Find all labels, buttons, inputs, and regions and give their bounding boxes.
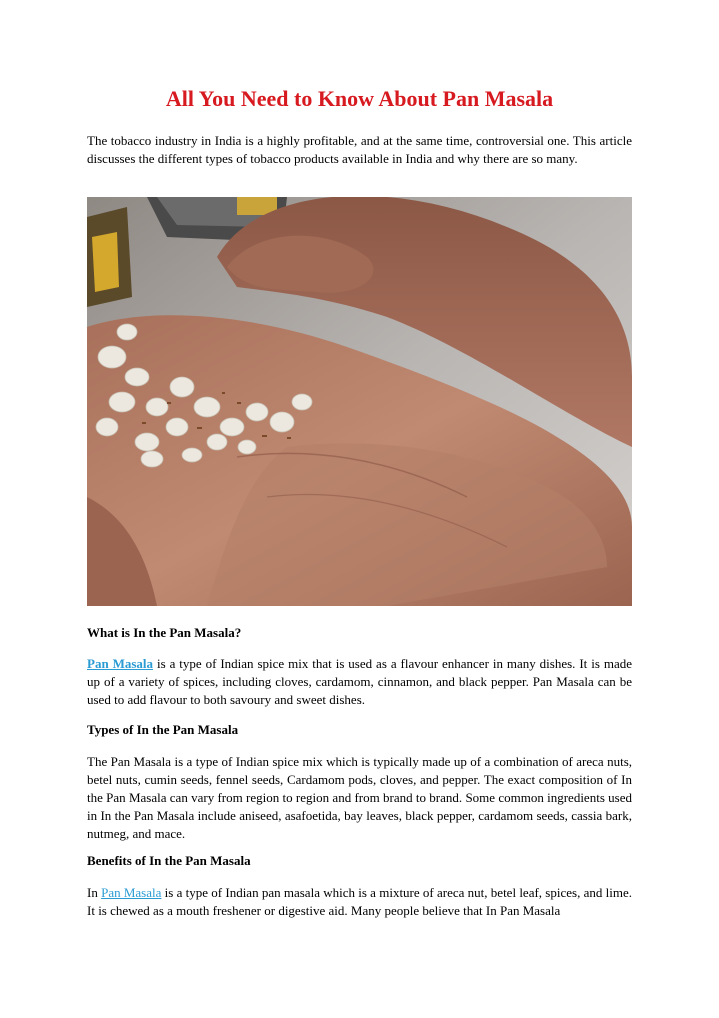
section-heading: Types of In the Pan Masala (87, 722, 239, 737)
section-heading: What is In the Pan Masala? (87, 625, 242, 640)
paragraph-text: is a type of Indian spice mix that is used as a flavour enhancer in many dishes. It is made up of a variety of spices, including cloves, cardamom, cinnamon, and black pepper. Pan Masala can be used to add flavour to both savoury and sweet dishes. (87, 656, 632, 707)
paragraph-text: is a type of Indian pan masala which is a mixture of areca nut, betel leaf, spices, and lime. It is chewed as a mouth freshener or digestive aid. Many people believe that In Pan Masala (87, 885, 632, 918)
pan-masala-link[interactable]: Pan Masala (87, 656, 154, 671)
pan-masala-link[interactable]: Pan Masala (101, 885, 162, 900)
page-title: All You Need to Know About Pan Masala (165, 86, 554, 111)
section-heading: Benefits of In the Pan Masala (87, 853, 251, 868)
hand-holding-pan-masala-photo (87, 197, 632, 606)
section-paragraph (87, 884, 632, 920)
section-paragraph: The Pan Masala is a type of Indian spice mix which is typically made up of a combination of areca nuts, betel nuts, cumin seeds, fennel seeds, Cardamom pods, cloves, and pepper. The exact composition of In the Pan Masala can vary from region to region and from brand to brand. Some common ingredients used in In the Pan Masala include aniseed, asafoetida, bay leaves, black pepper, cardamom seeds, cassia bark, nutmeg, and mace. (87, 754, 632, 841)
paragraph-prefix: In (87, 885, 102, 900)
section-paragraph (87, 655, 632, 709)
intro-paragraph: The tobacco industry in India is a highly profitable, and at the same time, controversial one. This article discusses the different types of tobacco products available in India and why there are so many. (87, 133, 632, 166)
